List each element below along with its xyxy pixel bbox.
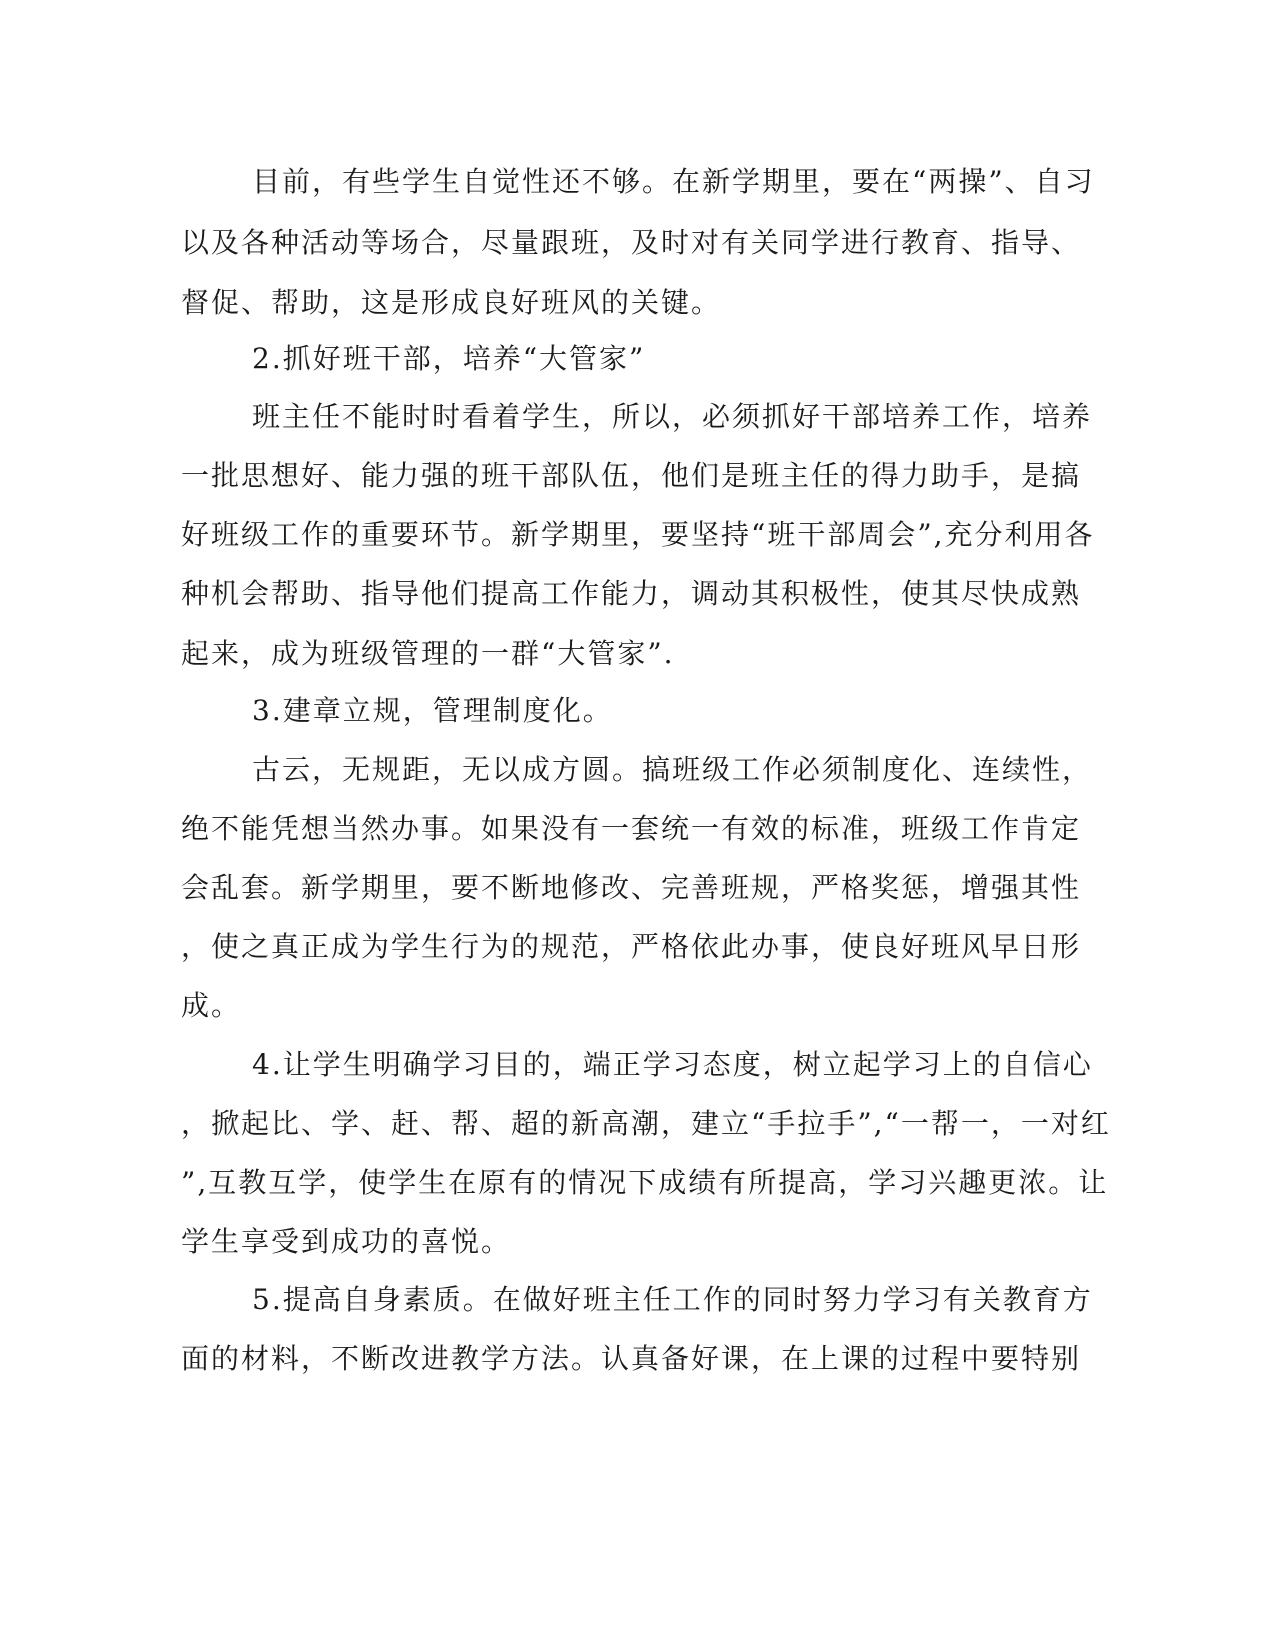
- text-line: 种机会帮助、指导他们提高工作能力，调动其积极性，使其尽快成熟: [181, 577, 1082, 610]
- section-heading: 5.提高自身素质。在做好班主任工作的同时努力学习有关教育方: [252, 1283, 1093, 1316]
- text-line: ”,互教互学，使学生在原有的情况下成绩有所提高，学习兴趣更浓。让: [181, 1166, 1109, 1199]
- section-heading: 3.建章立规，管理制度化。: [252, 694, 613, 727]
- text-line: 学生享受到成功的喜悦。: [181, 1225, 512, 1258]
- text-line: 好班级工作的重要环节。新学期里，要坚持“班干部周会”,充分利用各: [181, 518, 1095, 551]
- section-heading: 2.抓好班干部，培养“大管家”: [252, 342, 646, 375]
- text-line: 班主任不能时时看着学生，所以，必须抓好干部培养工作，培养: [252, 400, 1093, 433]
- text-line: 绝不能凭想当然办事。如果没有一套统一有效的标准，班级工作肯定: [181, 812, 1082, 845]
- text-line: 古云，无规距，无以成方圆。搞班级工作必须制度化、连续性，: [252, 753, 1093, 786]
- text-line: 督促、帮助，这是形成良好班风的关键。: [181, 286, 722, 319]
- text-line: 起来，成为班级管理的一群“大管家”.: [181, 637, 675, 670]
- text-line: ，掀起比、学、赶、帮、超的新高潮，建立“手拉手”,“一帮一，一对红: [181, 1107, 1111, 1140]
- text-line: 面的材料，不断改进教学方法。认真备好课，在上课的过程中要特别: [181, 1342, 1082, 1375]
- text-line: ，使之真正成为学生行为的规范，严格依此办事，使良好班风早日形: [181, 930, 1082, 963]
- section-heading: 4.让学生明确学习目的，端正学习态度，树立起学习上的自信心: [252, 1048, 1093, 1081]
- text-line: 会乱套。新学期里，要不断地修改、完善班规，严格奖惩，增强其性: [181, 871, 1082, 904]
- text-line: 目前，有些学生自觉性还不够。在新学期里，要在“两操”、自习: [252, 165, 1095, 198]
- text-line: 以及各种活动等场合，尽量跟班，及时对有关同学进行教育、指导、: [181, 226, 1082, 259]
- text-line: 一批思想好、能力强的班干部队伍，他们是班主任的得力助手，是搞: [181, 459, 1082, 492]
- text-line: 成。: [181, 989, 242, 1022]
